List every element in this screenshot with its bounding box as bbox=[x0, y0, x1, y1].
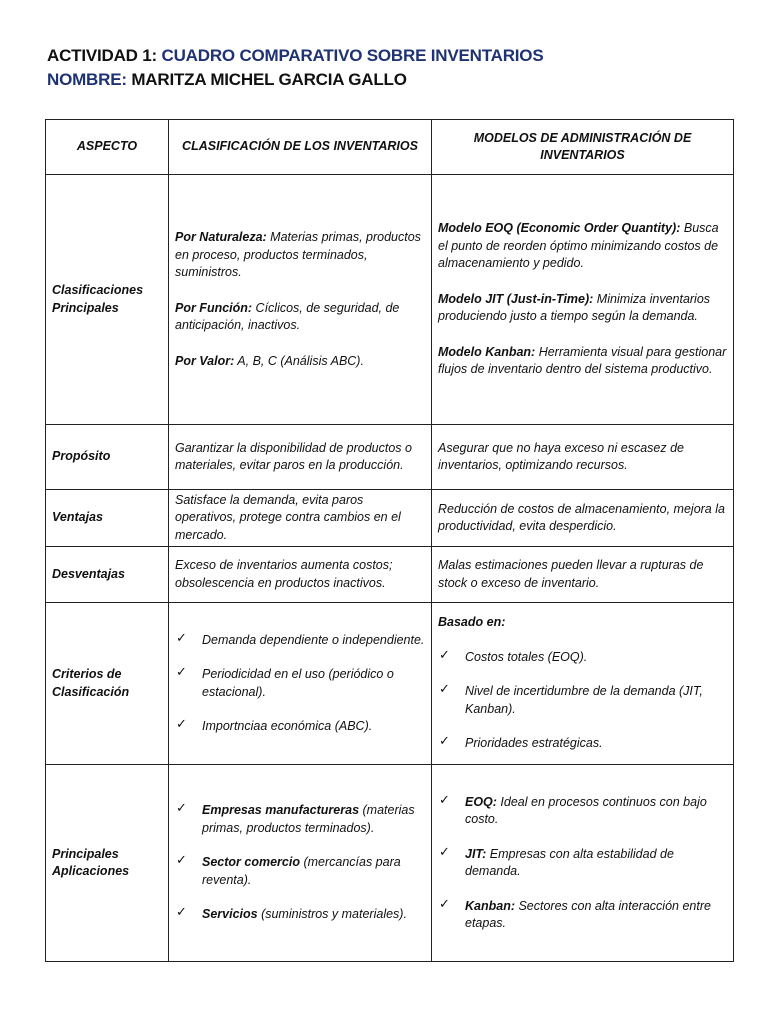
classification-cell bbox=[169, 765, 432, 962]
table-row-desventajas bbox=[46, 547, 734, 603]
aspect-cell: Principales Aplicaciones bbox=[46, 765, 169, 962]
term-text: Sectores con alta interacción entre etapas. bbox=[465, 898, 711, 930]
checklist bbox=[438, 791, 727, 933]
aspect-cell: Ventajas bbox=[46, 490, 169, 547]
check-icon: ✓ bbox=[176, 664, 187, 679]
term-text: (mercancías para reventa). bbox=[202, 855, 401, 887]
term-label: Por Valor: bbox=[175, 353, 235, 368]
document-header bbox=[47, 44, 543, 92]
classification-cell: Garantizar la disponibilidad de productos o materiales, evitar paros en la producción. bbox=[169, 425, 432, 490]
classification-cell: Exceso de inventarios aumenta costos; obsolescencia en productos inactivos. bbox=[169, 547, 432, 603]
list-item-text: Importnciaa económica (ABC). bbox=[202, 719, 373, 733]
list-item bbox=[175, 802, 425, 837]
term-text: Herramienta visual para gestionar flujos de inventario dentro del sistema productivo. bbox=[438, 344, 727, 377]
check-icon: ✓ bbox=[439, 895, 450, 911]
check-icon: ✓ bbox=[176, 852, 187, 868]
list-item bbox=[438, 683, 727, 718]
term-label: Modelo Kanban: bbox=[438, 344, 536, 359]
term-text: Empresas con alta estabilidad de demanda. bbox=[465, 846, 674, 878]
header-aspect: ASPECTO bbox=[46, 120, 169, 175]
list-item bbox=[438, 791, 727, 829]
classification-cell bbox=[169, 603, 432, 765]
term-text: Ideal en procesos continuos con bajo costo. bbox=[465, 794, 707, 826]
list-item bbox=[438, 735, 727, 753]
classification-cell bbox=[169, 175, 432, 425]
paragraph bbox=[175, 353, 425, 371]
activity-title-line bbox=[47, 44, 543, 68]
checklist bbox=[175, 629, 425, 736]
classification-cell: Satisface la demanda, evita paros operativos, protege contra cambios en el mercado. bbox=[169, 490, 432, 547]
term-label: Modelo EOQ (Economic Order Quantity): bbox=[438, 221, 681, 236]
list-item-text: Periodicidad en el uso (periódico o estacional). bbox=[202, 667, 394, 699]
term-label: Por Naturaleza: bbox=[175, 230, 267, 244]
table-row-ventajas bbox=[46, 490, 734, 547]
models-cell: Reducción de costos de almacenamiento, mejora la productividad, evita desperdicio. bbox=[432, 490, 734, 547]
term-label: Servicios bbox=[202, 907, 258, 922]
name-value: MARITZA MICHEL GARCIA GALLO bbox=[126, 70, 407, 89]
list-item-text: Prioridades estratégicas. bbox=[465, 736, 603, 751]
table-row-proposito bbox=[46, 425, 734, 490]
paragraph bbox=[438, 344, 727, 379]
term-label: EOQ: bbox=[465, 794, 497, 809]
list-item bbox=[175, 629, 425, 650]
term-text: Cíclicos, de seguridad, de anticipación, inactivos. bbox=[175, 300, 400, 332]
table-row-criterios bbox=[46, 603, 734, 765]
table-header-row bbox=[46, 120, 734, 175]
paragraph bbox=[175, 300, 425, 335]
list-item bbox=[175, 854, 425, 889]
checklist bbox=[438, 646, 727, 753]
term-label: Modelo JIT (Just-in-Time): bbox=[438, 291, 594, 306]
check-icon: ✓ bbox=[439, 681, 450, 697]
criteria-intro: Basado en: bbox=[438, 615, 506, 630]
student-name-line bbox=[47, 68, 543, 92]
paragraph bbox=[175, 229, 425, 282]
models-cell bbox=[432, 603, 734, 765]
term-label: Sector comercio bbox=[202, 855, 300, 870]
activity-title: CUADRO COMPARATIVO SOBRE INVENTARIOS bbox=[161, 46, 544, 65]
list-item bbox=[175, 666, 425, 701]
check-icon: ✓ bbox=[176, 800, 187, 816]
term-text: (suministros y materiales). bbox=[257, 907, 407, 922]
check-icon: ✓ bbox=[176, 629, 187, 645]
check-icon: ✓ bbox=[176, 716, 187, 731]
term-text: Busca el punto de reorden óptimo minimizando costos de almacenamiento y pedido. bbox=[438, 221, 719, 271]
term-label: JIT: bbox=[465, 846, 487, 861]
activity-prefix: ACTIVIDAD 1: bbox=[47, 46, 162, 65]
header-models: MODELOS DE ADMINISTRACIÓN DE INVENTARIOS bbox=[432, 120, 734, 175]
list-item bbox=[438, 646, 727, 667]
term-text: (materias primas, productos terminados). bbox=[202, 803, 415, 835]
term-label: Empresas manufactureras bbox=[202, 803, 360, 818]
aspect-cell: Clasificaciones Principales bbox=[46, 175, 169, 425]
name-label: NOMBRE: bbox=[47, 70, 127, 89]
aspect-cell: Propósito bbox=[46, 425, 169, 490]
models-cell bbox=[432, 175, 734, 425]
term-text: A, B, C (Análisis ABC). bbox=[234, 353, 364, 368]
check-icon: ✓ bbox=[439, 733, 450, 749]
term-text: Minimiza inventarios produciendo justo a tiempo según la demanda. bbox=[438, 291, 711, 324]
aspect-cell: Criterios de Clasificación bbox=[46, 603, 169, 765]
term-text: Materias primas, productos en proceso, productos terminados, suministros. bbox=[175, 230, 421, 279]
term-label: Por Función: bbox=[175, 300, 253, 315]
check-icon: ✓ bbox=[176, 904, 187, 920]
table-row-clasificaciones bbox=[46, 175, 734, 425]
paragraph bbox=[438, 220, 727, 273]
list-item bbox=[175, 718, 425, 736]
list-item bbox=[438, 843, 727, 881]
checklist bbox=[175, 802, 425, 924]
models-cell bbox=[432, 765, 734, 962]
list-item-text: Demanda dependiente o independiente. bbox=[202, 632, 425, 647]
models-cell: Asegurar que no haya exceso ni escasez de inventarios, optimizando recursos. bbox=[432, 425, 734, 490]
list-item bbox=[175, 906, 425, 924]
list-item-text: Nivel de incertidumbre de la demanda (JIT, Kanban). bbox=[465, 684, 703, 716]
check-icon: ✓ bbox=[439, 646, 450, 662]
check-icon: ✓ bbox=[439, 843, 450, 859]
models-cell: Malas estimaciones pueden llevar a rupturas de stock o exceso de inventario. bbox=[432, 547, 734, 603]
term-label: Kanban: bbox=[465, 898, 515, 913]
aspect-cell: Desventajas bbox=[46, 547, 169, 603]
list-item-text: Costos totales (EOQ). bbox=[465, 649, 588, 664]
list-item bbox=[438, 895, 727, 933]
table-row-aplicaciones bbox=[46, 765, 734, 962]
check-icon: ✓ bbox=[439, 791, 450, 807]
comparison-table bbox=[45, 119, 734, 962]
paragraph bbox=[438, 291, 727, 326]
header-classification: CLASIFICACIÓN DE LOS INVENTARIOS bbox=[169, 120, 432, 175]
